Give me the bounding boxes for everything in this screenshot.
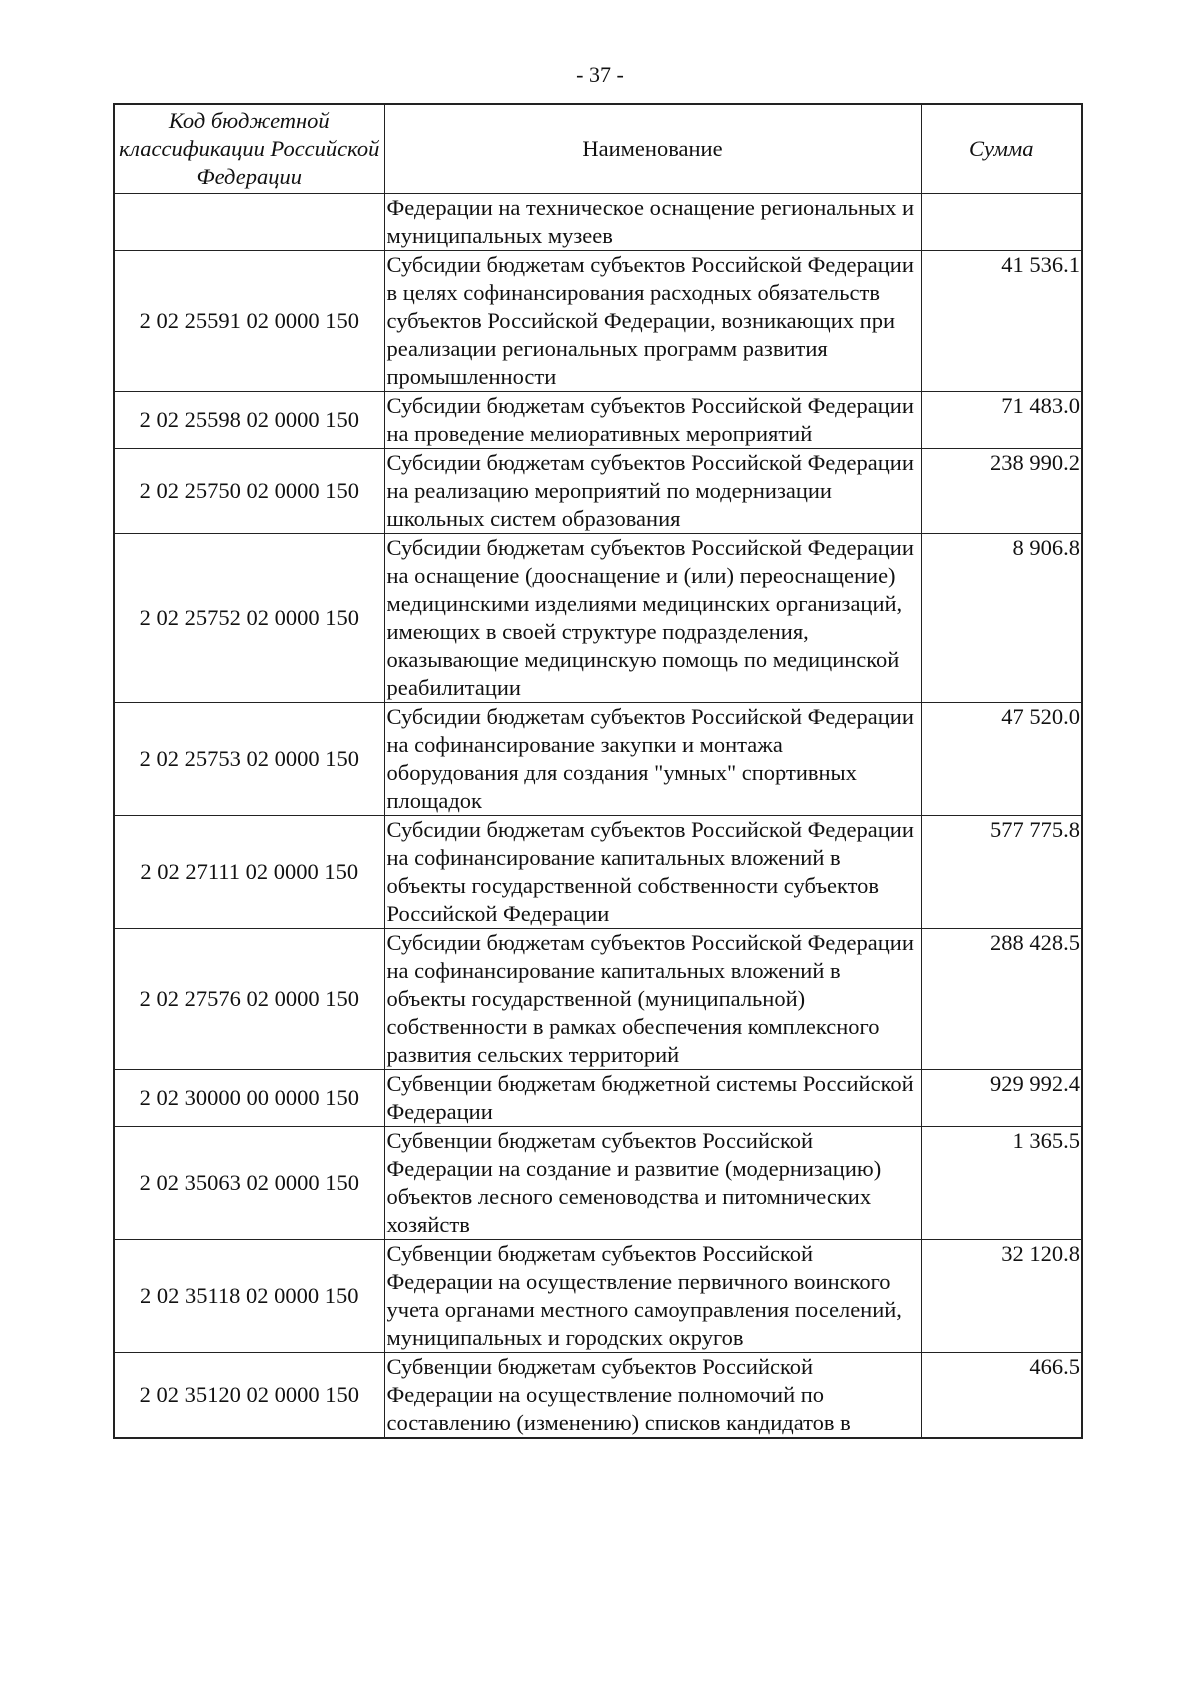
table-row bbox=[114, 194, 1082, 251]
row-name: Субвенции бюджетам субъектов Российской Федерации на осуществление первичного воинского учета органами местного самоуправления поселений, муниципальных и городских округов bbox=[384, 1240, 921, 1353]
row-code: 2 02 27111 02 0000 150 bbox=[114, 816, 384, 929]
row-code: 2 02 25753 02 0000 150 bbox=[114, 703, 384, 816]
page-number: - 37 - bbox=[576, 62, 624, 87]
table-row bbox=[114, 1353, 1082, 1439]
table-row bbox=[114, 392, 1082, 449]
row-code: 2 02 35120 02 0000 150 bbox=[114, 1353, 384, 1439]
row-amount: 71 483.0 bbox=[921, 392, 1082, 449]
row-name: Субсидии бюджетам субъектов Российской Федерации на оснащение (дооснащение и (или) переоснащение) медицинскими изделиями медицинских организаций, имеющих в своей структуре подразделения, оказывающие медицинскую помощь по медицинской реабилитации bbox=[384, 534, 921, 703]
row-name: Субвенции бюджетам субъектов Российской Федерации на осуществление полномочий по составлению (изменению) списков кандидатов в bbox=[384, 1353, 921, 1439]
table-row bbox=[114, 1070, 1082, 1127]
table-row bbox=[114, 816, 1082, 929]
row-name: Субсидии бюджетам субъектов Российской Федерации на реализацию мероприятий по модернизации школьных систем образования bbox=[384, 449, 921, 534]
header-sum: Сумма bbox=[921, 104, 1082, 194]
row-amount: 288 428.5 bbox=[921, 929, 1082, 1070]
row-amount: 929 992.4 bbox=[921, 1070, 1082, 1127]
row-amount: 577 775.8 bbox=[921, 816, 1082, 929]
row-amount: 8 906.8 bbox=[921, 534, 1082, 703]
row-name: Федерации на техническое оснащение региональных и муниципальных музеев bbox=[384, 194, 921, 251]
row-amount: 466.5 bbox=[921, 1353, 1082, 1439]
row-code: 2 02 27576 02 0000 150 bbox=[114, 929, 384, 1070]
row-name: Субсидии бюджетам субъектов Российской Федерации на проведение мелиоративных мероприятий bbox=[384, 392, 921, 449]
row-amount: 1 365.5 bbox=[921, 1127, 1082, 1240]
table-row bbox=[114, 929, 1082, 1070]
budget-table bbox=[113, 103, 1083, 1439]
row-code: 2 02 35118 02 0000 150 bbox=[114, 1240, 384, 1353]
header-name: Наименование bbox=[384, 104, 921, 194]
row-name: Субсидии бюджетам субъектов Российской Федерации на софинансирование капитальных вложений в объекты государственной (муниципальной) собственности в рамках обеспечения комплексного развития сельских территорий bbox=[384, 929, 921, 1070]
row-code: 2 02 35063 02 0000 150 bbox=[114, 1127, 384, 1240]
row-amount: 238 990.2 bbox=[921, 449, 1082, 534]
row-name: Субвенции бюджетам бюджетной системы Российской Федерации bbox=[384, 1070, 921, 1127]
row-amount bbox=[921, 194, 1082, 251]
table-row bbox=[114, 534, 1082, 703]
row-code: 2 02 25750 02 0000 150 bbox=[114, 449, 384, 534]
table-row bbox=[114, 1240, 1082, 1353]
row-code: 2 02 25591 02 0000 150 bbox=[114, 251, 384, 392]
row-amount: 41 536.1 bbox=[921, 251, 1082, 392]
table-row bbox=[114, 251, 1082, 392]
table-header-row bbox=[114, 104, 1082, 194]
row-code bbox=[114, 194, 384, 251]
row-code: 2 02 25752 02 0000 150 bbox=[114, 534, 384, 703]
row-name: Субсидии бюджетам субъектов Российской Федерации на софинансирование закупки и монтажа оборудования для создания "умных" спортивных площадок bbox=[384, 703, 921, 816]
table-row bbox=[114, 703, 1082, 816]
row-amount: 32 120.8 bbox=[921, 1240, 1082, 1353]
row-code: 2 02 25598 02 0000 150 bbox=[114, 392, 384, 449]
row-name: Субсидии бюджетам субъектов Российской Федерации на софинансирование капитальных вложений в объекты государственной собственности субъектов Российской Федерации bbox=[384, 816, 921, 929]
row-name: Субсидии бюджетам субъектов Российской Федерации в целях софинансирования расходных обязательств субъектов Российской Федерации, возникающих при реализации региональных программ развития промышленности bbox=[384, 251, 921, 392]
row-name: Субвенции бюджетам субъектов Российской Федерации на создание и развитие (модернизацию) объектов лесного семеноводства и питомнических хозяйств bbox=[384, 1127, 921, 1240]
header-code: Код бюджетной классификации Российской Федерации bbox=[114, 104, 384, 194]
table-row bbox=[114, 1127, 1082, 1240]
table-row bbox=[114, 449, 1082, 534]
row-amount: 47 520.0 bbox=[921, 703, 1082, 816]
row-code: 2 02 30000 00 0000 150 bbox=[114, 1070, 384, 1127]
